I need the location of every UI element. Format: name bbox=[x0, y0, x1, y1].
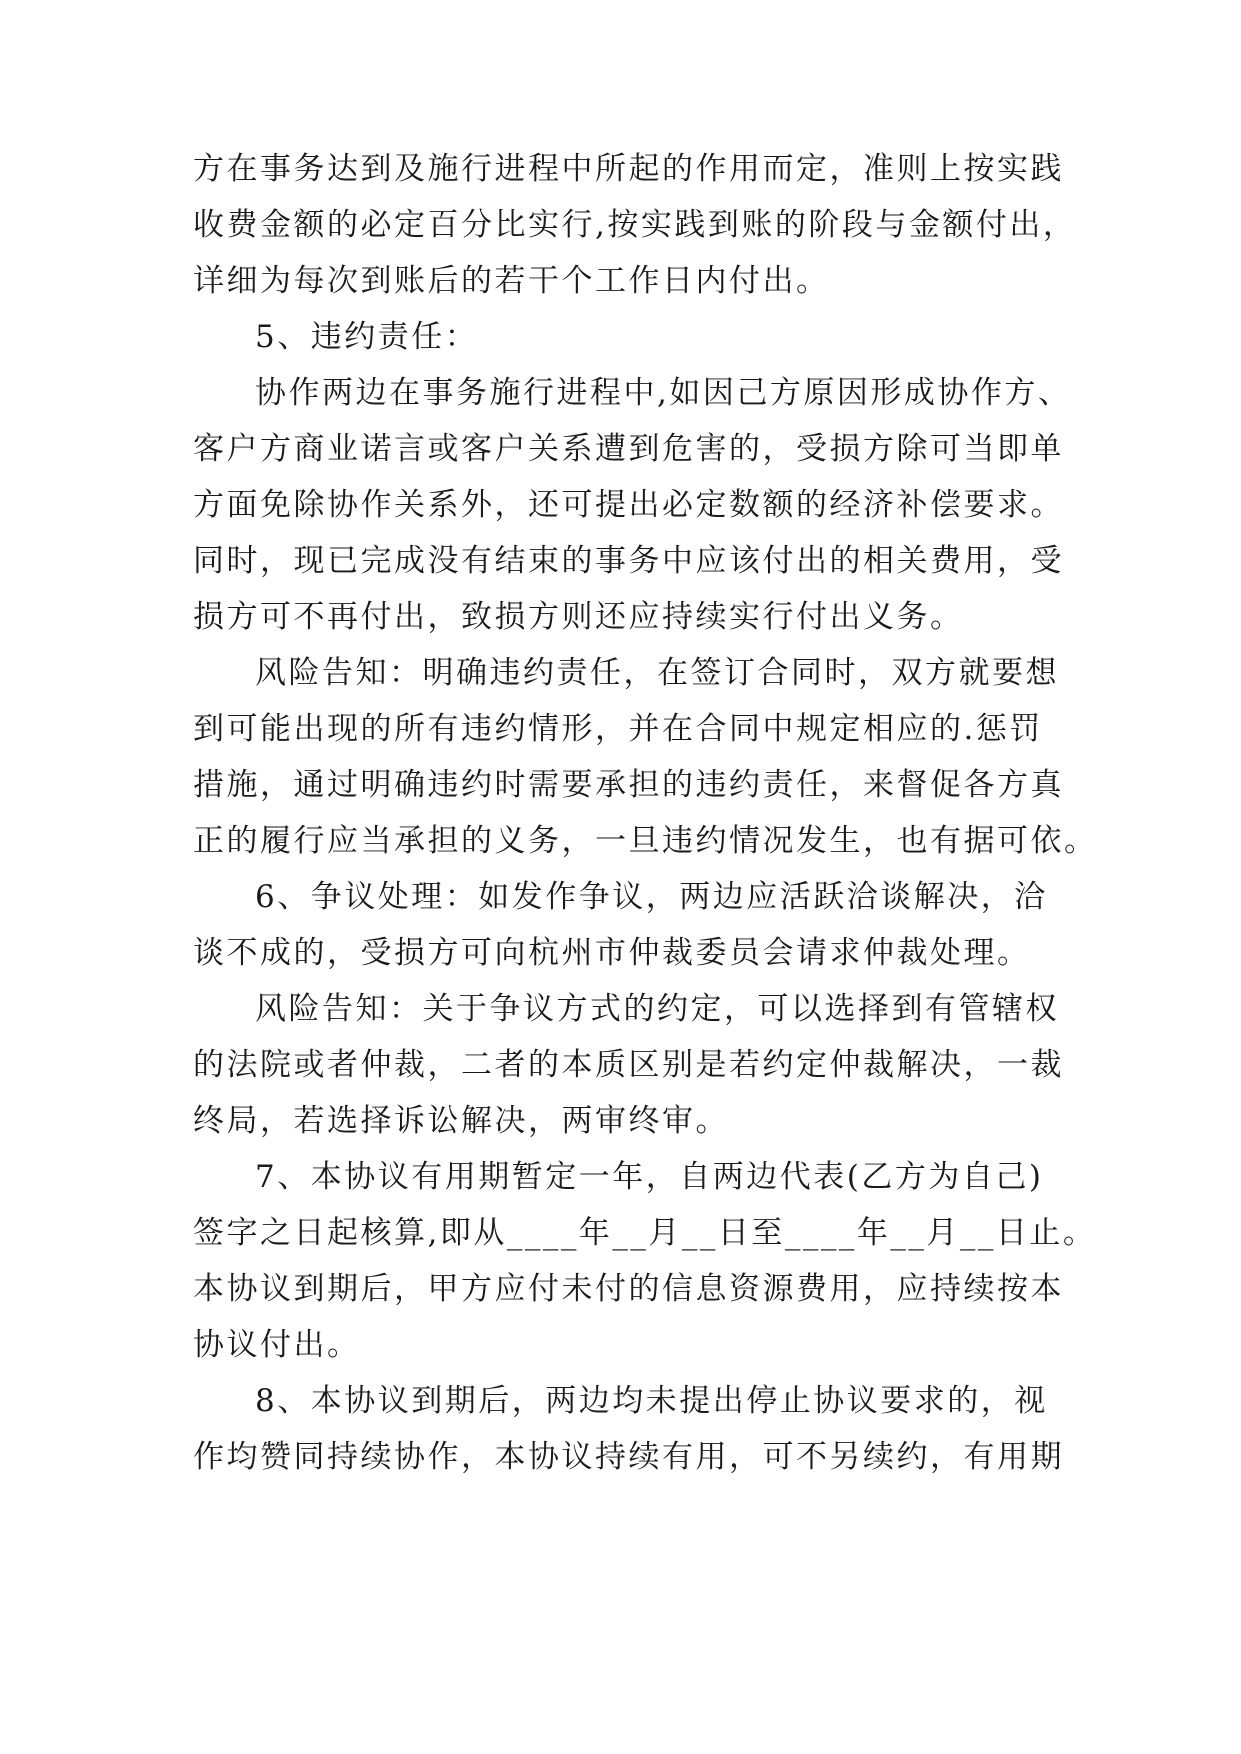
text-line: 方在事务达到及施行进程中所起的作用而定，准则上按实践 bbox=[193, 151, 1064, 187]
text-line: 作均赞同持续协作，本协议持续有用，可不另续约，有用期 bbox=[193, 1439, 1064, 1475]
text-line: 详细为每次到账后的若干个工作日内付出。 bbox=[193, 263, 830, 299]
text-line: 本协议到期后，甲方应付未付的信息资源费用，应持续按本 bbox=[193, 1271, 1064, 1307]
text-line: 协作两边在事务施行进程中,如因己方原因形成协作方、 bbox=[255, 375, 1072, 411]
text-line: 终局，若选择诉讼解决，两审终审。 bbox=[193, 1103, 729, 1139]
text-line: 风险告知：关于争议方式的约定，可以选择到有管辖权 bbox=[255, 991, 1059, 1027]
text-line: 签字之日起核算,即从____年__月__日至____年__月__日止。 bbox=[193, 1215, 1097, 1251]
text-line: 客户方商业诺言或客户关系遭到危害的，受损方除可当即单 bbox=[193, 431, 1064, 467]
text-line: 7、本协议有用期暂定一年，自两边代表(乙方为自己) bbox=[255, 1159, 1044, 1195]
text-line: 措施，通过明确违约时需要承担的违约责任，来督促各方真 bbox=[193, 767, 1064, 803]
text-line: 风险告知：明确违约责任，在签订合同时，双方就要想 bbox=[255, 655, 1059, 691]
text-line: 到可能出现的所有违约情形，并在合同中规定相应的.惩罚 bbox=[193, 711, 1043, 747]
text-line: 损方可不再付出，致损方则还应持续实行付出义务。 bbox=[193, 599, 964, 635]
section-heading: 5、违约责任： bbox=[255, 319, 479, 355]
text-line: 方面免除协作关系外，还可提出必定数额的经济补偿要求。 bbox=[193, 487, 1064, 523]
text-line: 收费金额的必定百分比实行,按实践到账的阶段与金额付出， bbox=[193, 207, 1077, 243]
text-line: 协议付出。 bbox=[193, 1327, 361, 1363]
text-line: 正的履行应当承担的义务，一旦违约情况发生，也有据可依。 bbox=[193, 823, 1098, 859]
text-line: 的法院或者仲裁，二者的本质区别是若约定仲裁解决，一裁 bbox=[193, 1047, 1064, 1083]
text-line: 谈不成的，受损方可向杭州市仲裁委员会请求仲裁处理。 bbox=[193, 935, 1031, 971]
text-line: 6、争议处理：如发作争议，两边应活跃洽谈解决，洽 bbox=[255, 879, 1048, 915]
text-line: 8、本协议到期后，两边均未提出停止协议要求的，视 bbox=[255, 1383, 1048, 1419]
text-line: 同时，现已完成没有结束的事务中应该付出的相关费用，受 bbox=[193, 543, 1064, 579]
